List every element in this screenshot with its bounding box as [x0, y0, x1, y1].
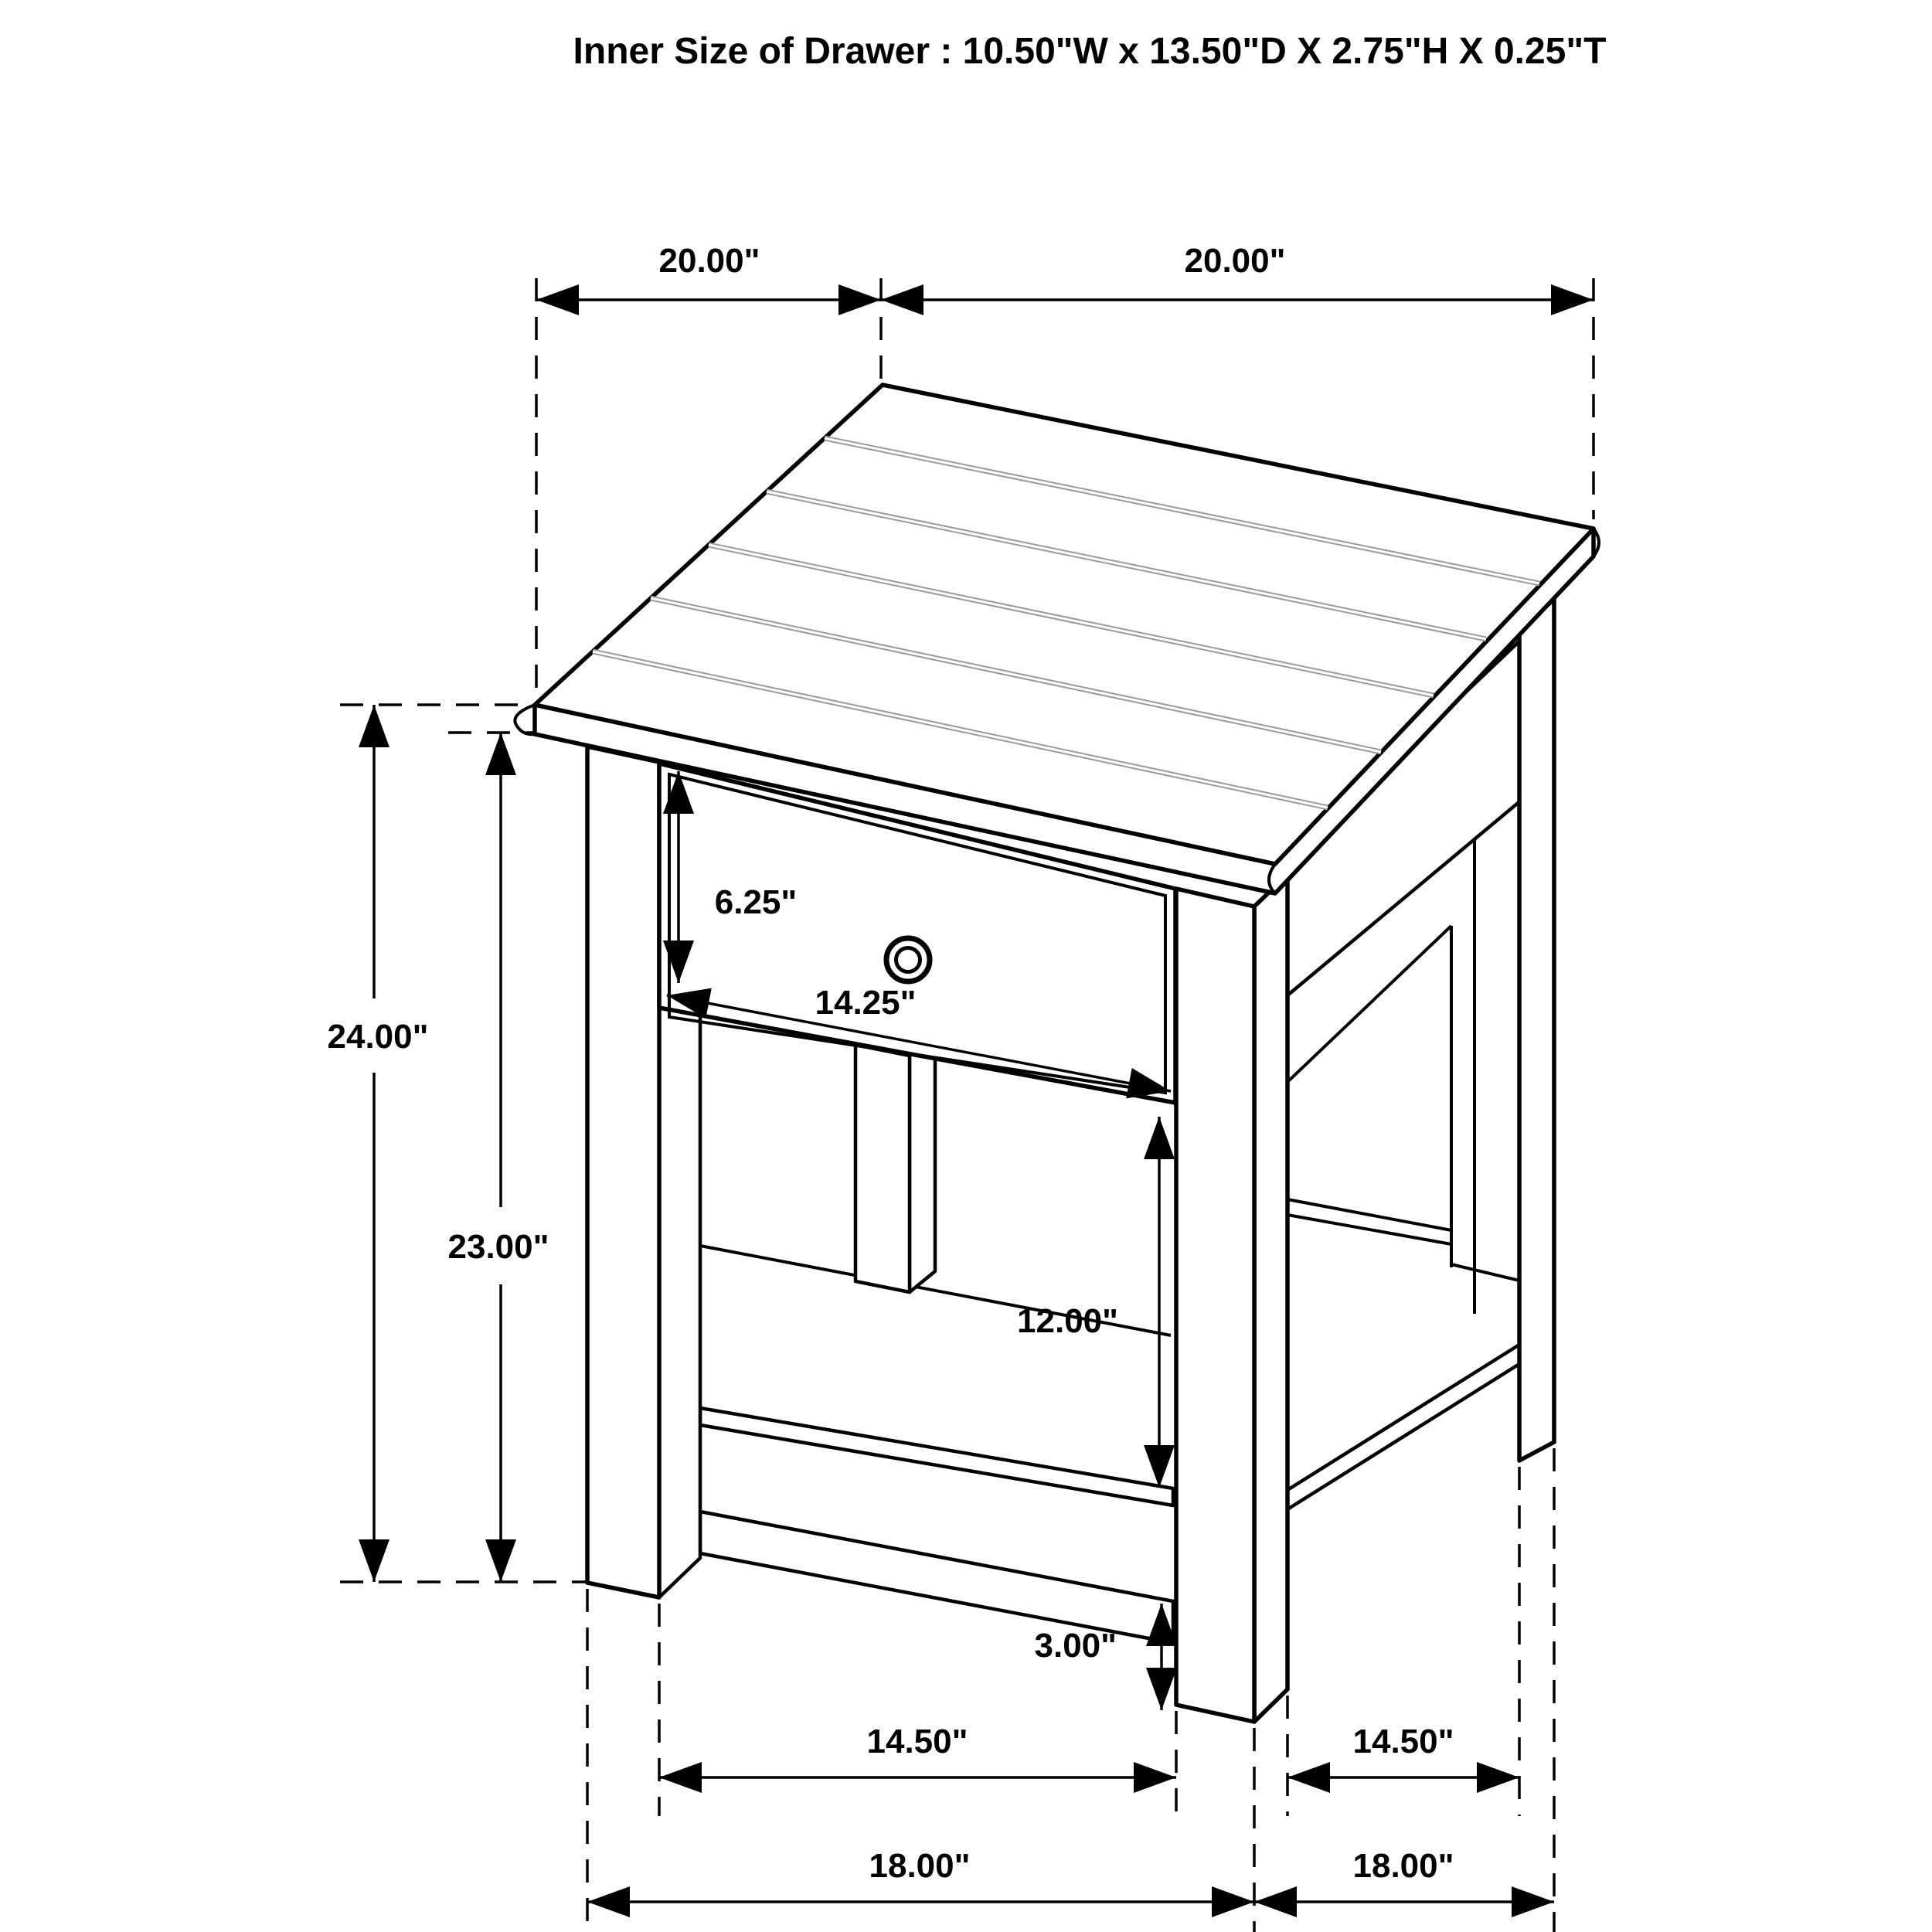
svg-text:14.25": 14.25" [815, 984, 917, 1022]
svg-text:20.00": 20.00" [658, 242, 760, 280]
side-stretcher [1287, 1345, 1519, 1509]
svg-text:18.00": 18.00" [1352, 1847, 1454, 1885]
dimension-shelf-clearance [1017, 1117, 1175, 1488]
svg-text:3.00": 3.00" [1034, 1627, 1117, 1665]
lower-shelf [700, 1408, 1173, 1505]
svg-text:12.00": 12.00" [1017, 1302, 1118, 1340]
dimension-side-leg-span [1287, 1467, 1519, 1816]
back-leg-post [855, 1035, 935, 1292]
svg-text:18.00": 18.00" [869, 1847, 971, 1885]
svg-text:14.50": 14.50" [1352, 1723, 1454, 1760]
svg-text:6.25": 6.25" [714, 883, 798, 921]
svg-text:23.00": 23.00" [447, 1228, 549, 1266]
drawing-title: Inner Size of Drawer : 10.50"W x 13.50"D X 2.75"H X 0.25"T [573, 31, 1607, 72]
dimension-body-height [448, 733, 549, 1582]
front-stretcher [700, 1512, 1173, 1643]
back-right-leg [1519, 599, 1554, 1461]
front-right-leg [1176, 875, 1287, 1722]
dimension-overall-height [328, 705, 587, 1582]
svg-text:20.00": 20.00" [1184, 242, 1286, 280]
dimension-side-base-width [1254, 1448, 1554, 1932]
svg-text:24.00": 24.00" [327, 1018, 429, 1056]
svg-text:14.50": 14.50" [866, 1723, 968, 1760]
